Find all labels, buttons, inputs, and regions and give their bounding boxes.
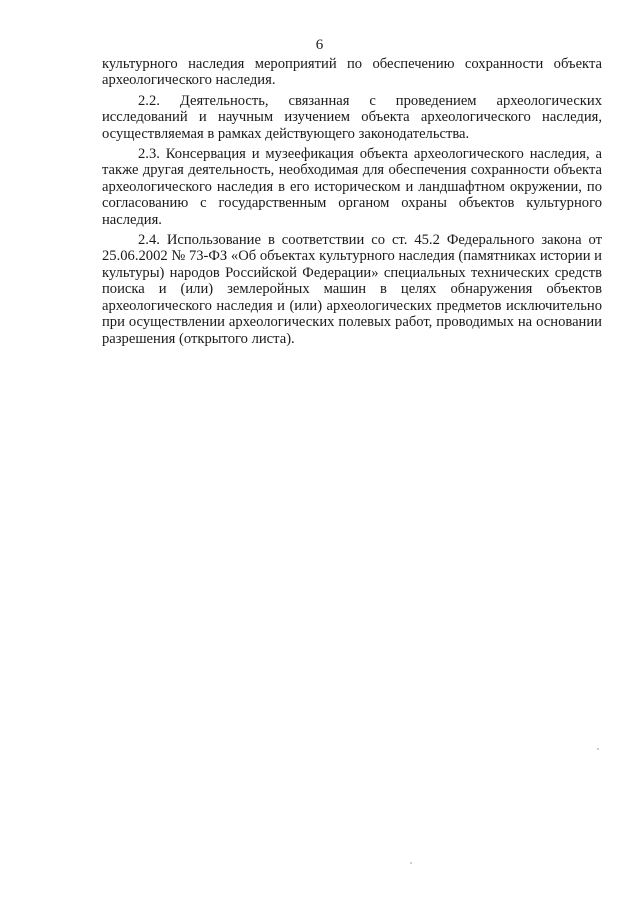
paragraph-2-3: 2.3. Консервация и музеефикация объекта археологического наследия, а также другая деятельность, необходимая для обеспечения сохранности объекта археологического наследия в его историческом и ландшафтном окружении, по согласованию с государственным органом охраны объектов культурного наследия. (102, 146, 602, 228)
paragraph-continuation: культурного наследия мероприятий по обеспечению сохранности объекта археологического наследия. (102, 56, 602, 89)
scan-speck (410, 862, 412, 864)
paragraph-2-2: 2.2. Деятельность, связанная с проведением археологических исследований и научным изучением объекта археологического наследия, осуществляемая в рамках действующего законодательства. (102, 92, 602, 142)
scan-speck (597, 748, 599, 750)
document-body (102, 56, 602, 351)
page-number: 6 (315, 37, 324, 53)
paragraph-2-4: 2.4. Использование в соответствии со ст. 45.2 Федерального закона от 25.06.2002 № 73-ФЗ «Об объектах культурного наследия (памятниках истории и культуры) народов Российской Федерации» специальных технических средств поиска и (или) землеройных машин в целях обнаружения объектов археологического наследия и (или) археологических предметов исключительно при осуществлении археологических полевых работ, проводимых на основании разрешения (открытого листа). (102, 232, 602, 347)
